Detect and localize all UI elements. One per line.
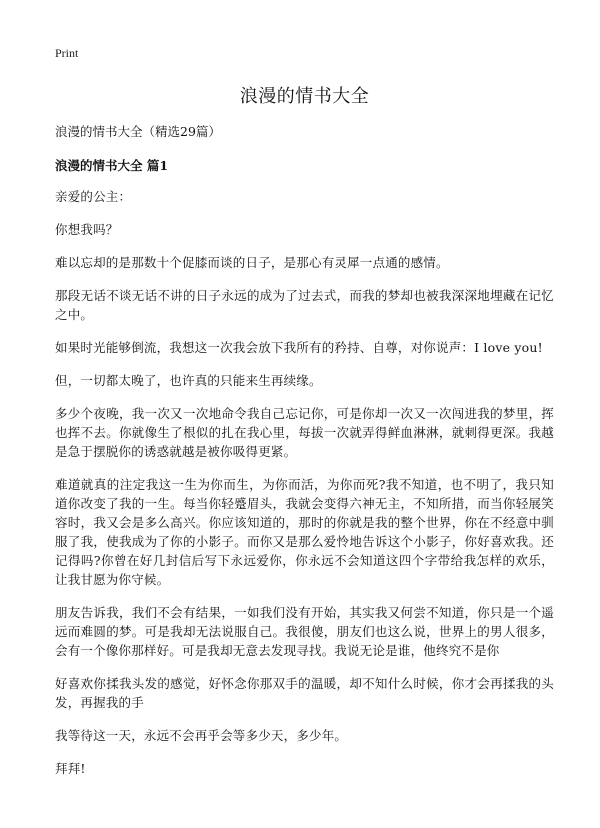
print-link[interactable]: Print <box>55 46 79 60</box>
paragraph-salutation: 亲爱的公主： <box>55 189 132 204</box>
section-heading: 浪漫的情书大全 篇1 <box>55 158 169 173</box>
paragraph: 我等待这一天，永远不会再乎会等多少天，多少年。 <box>55 728 348 743</box>
paragraph: 难以忘却的是那数十个促膝而谈的日子，是那心有灵犀一点通的感情。 <box>55 255 449 270</box>
paragraph: 多少个夜晚，我一次又一次地命令我自己忘记你，可是你却一次又一次闯进我的梦里，挥也挥不去。你就像生了根似的扎在我心里，每拔一次就弄得鲜血淋淋，就刺得更深。我越是急于摆脱你的诱惑就越是被你吸得更紧。 <box>55 406 554 459</box>
paragraph: 难道就真的注定我这一生为你而生，为你而活，为你而死?我不知道，也不明了，我只知道你改变了我的一生。每当你轻蹙眉头，我就会变得六神无主，不知所措，而当你轻展笑容时，我又会是多么高兴。你应该知道的，那时的你就是我的整个世界，你在不经意中驯服了我，使我成为了你的小影子。而你又是那么爱怜地告诉这个小影子，你好喜欢我。还记得吗?你曾在好几封信后写下永远爱你，你永远不会知道这四个字带给我怎样的欢乐，让我甘愿为你守候。 <box>55 477 554 587</box>
document-title: 浪漫的情书大全 <box>239 86 370 107</box>
paragraph: 好喜欢你揉我头发的感觉，好怀念你那双手的温暖，却不知什么时候，你才会再揉我的头发，再握我的手 <box>55 676 554 710</box>
paragraph-closing: 拜拜! <box>55 761 86 776</box>
paragraph: 朋友告诉我，我们不会有结果，一如我们没有开始，其实我又何尝不知道，你只是一个遥远而难圆的梦。可是我却无法说服自己。我很傻，朋友们也这么说，世界上的男人很多，会有一个像你那样好。可是我却无意去发现寻找。我说无论是谁，他终究不是你 <box>55 605 554 658</box>
paragraph: 你想我吗？ <box>55 222 119 237</box>
document-subtitle: 浪漫的情书大全（精选29篇） <box>55 124 221 139</box>
paragraph: 如果时光能够倒流，我想这一次我会放下我所有的矜持、自尊，对你说声：I love you! <box>55 340 543 355</box>
paragraph: 那段无话不谈无话不讲的日子永远的成为了过去式，而我的梦却也被我深深地埋藏在记忆之中。 <box>55 288 554 322</box>
paragraph: 但，一切都太晚了，也许真的只能来生再续缘。 <box>55 373 322 388</box>
